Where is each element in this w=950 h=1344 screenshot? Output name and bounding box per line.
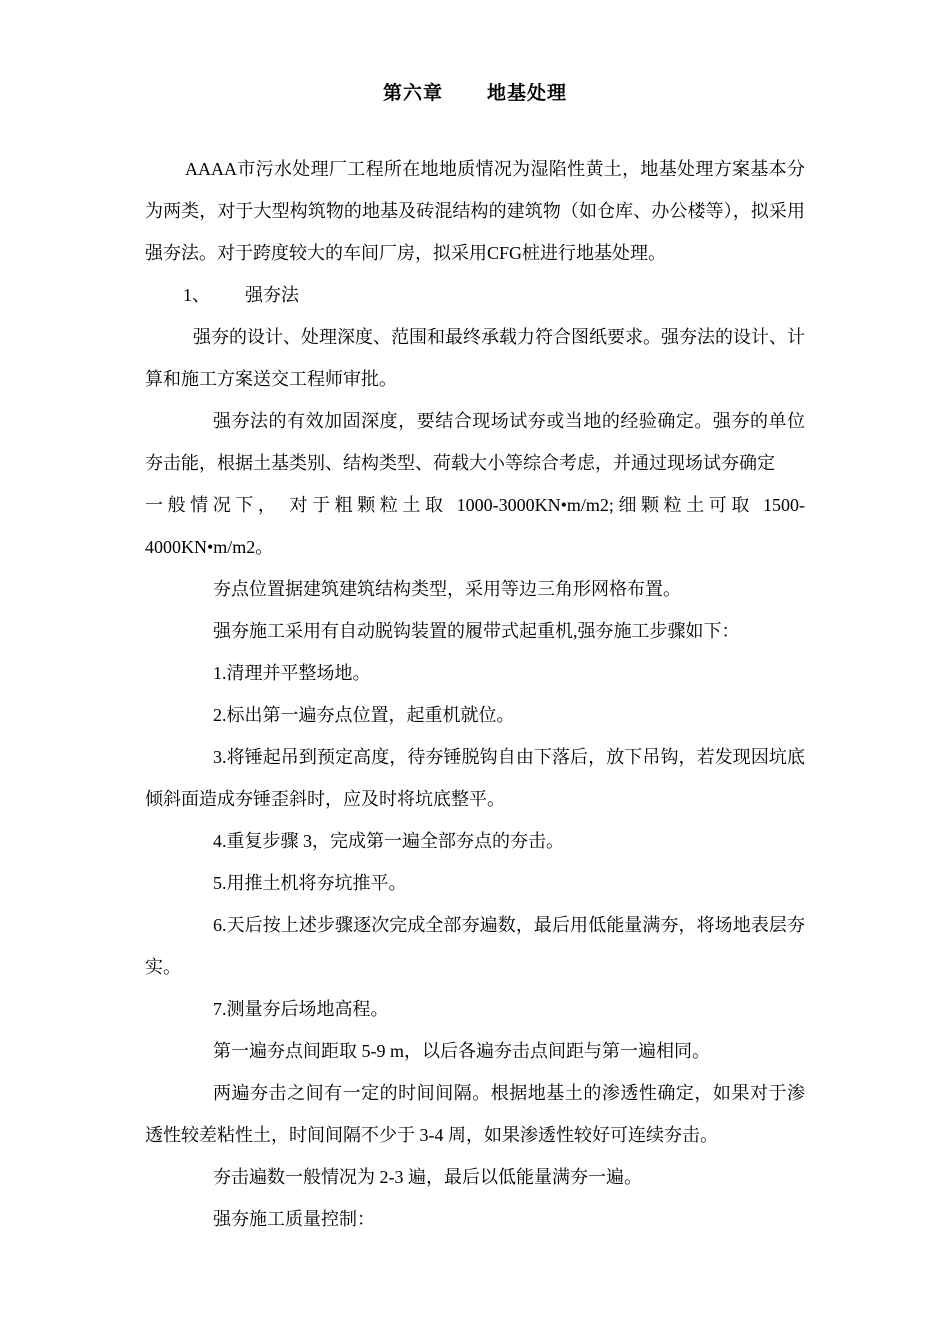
passes-paragraph: 夯击遍数一般情况为 2-3 遍，最后以低能量满夯一遍。 — [213, 1167, 642, 1187]
chapter-name: 地基处理 — [487, 83, 568, 104]
section-title: 强夯法 — [245, 285, 299, 305]
design-paragraph: 强夯的设计、处理深度、范围和最终承载力符合图纸要求。强夯法的设计、计算和施工方案送交工程师审批。 — [145, 327, 805, 389]
step-item: 4.重复步骤 3，完成第一遍全部夯点的夯击。 — [213, 831, 564, 851]
intro-paragraph: AAAA市污水处理厂工程所在地地质情况为湿陷性黄土，地基处理方案基本分为两类，对于大型构筑物的地基及砖混结构的建筑物（如仓库、办公楼等），拟采用强夯法。对于跨度较大的车间厂房，拟采用CFG桩进行地基处理。 — [145, 159, 805, 263]
energy-line: 一般情况下， 对于粗颗粒土取 1000-3000KN•m/m2;细颗粒土可取 1500- — [145, 495, 805, 515]
step-item: 7.测量夯后场地高程。 — [213, 999, 389, 1019]
step-item: 1.清理并平整场地。 — [213, 663, 371, 683]
step-item: 3.将锤起吊到预定高度，待夯锤脱钩自由下落后，放下吊钩，若发现因坑底倾斜面造成夯锤歪斜时，应及时将坑底整平。 — [145, 747, 805, 809]
interval-paragraph: 两遍夯击之间有一定的时间间隔。根据地基土的渗透性确定，如果对于渗透性较差粘性土，时间间隔不少于 3-4 周，如果渗透性较好可连续夯击。 — [145, 1083, 805, 1145]
chapter-number: 第六章 — [382, 83, 443, 104]
chapter-title — [0, 78, 950, 105]
quality-heading: 强夯施工质量控制： — [213, 1209, 375, 1229]
equipment-paragraph: 强夯施工采用有自动脱钩装置的履带式起重机,强夯施工步骤如下： — [213, 621, 740, 641]
step-item: 6.天后按上述步骤逐次完成全部夯遍数，最后用低能量满夯，将场地表层夯实。 — [145, 915, 805, 977]
section-heading — [145, 274, 805, 316]
document-body — [145, 148, 805, 1240]
section-number: 1、 — [183, 285, 210, 305]
energy-tail: 4000KN•m/m2。 — [145, 537, 274, 557]
depth-paragraph: 强夯法的有效加固深度，要结合现场试夯或当地的经验确定。强夯的单位夯击能，根据土基类别、结构类型、荷载大小等综合考虑，并通过现场试夯确定 — [145, 411, 805, 473]
step-item: 2.标出第一遍夯点位置，起重机就位。 — [213, 705, 515, 725]
step-item: 5.用推土机将夯坑推平。 — [213, 873, 407, 893]
layout-paragraph: 夯点位置据建筑建筑结构类型，采用等边三角形网格布置。 — [213, 579, 681, 599]
spacing-paragraph: 第一遍夯点间距取 5-9 m，以后各遍夯击点间距与第一遍相同。 — [213, 1041, 710, 1061]
